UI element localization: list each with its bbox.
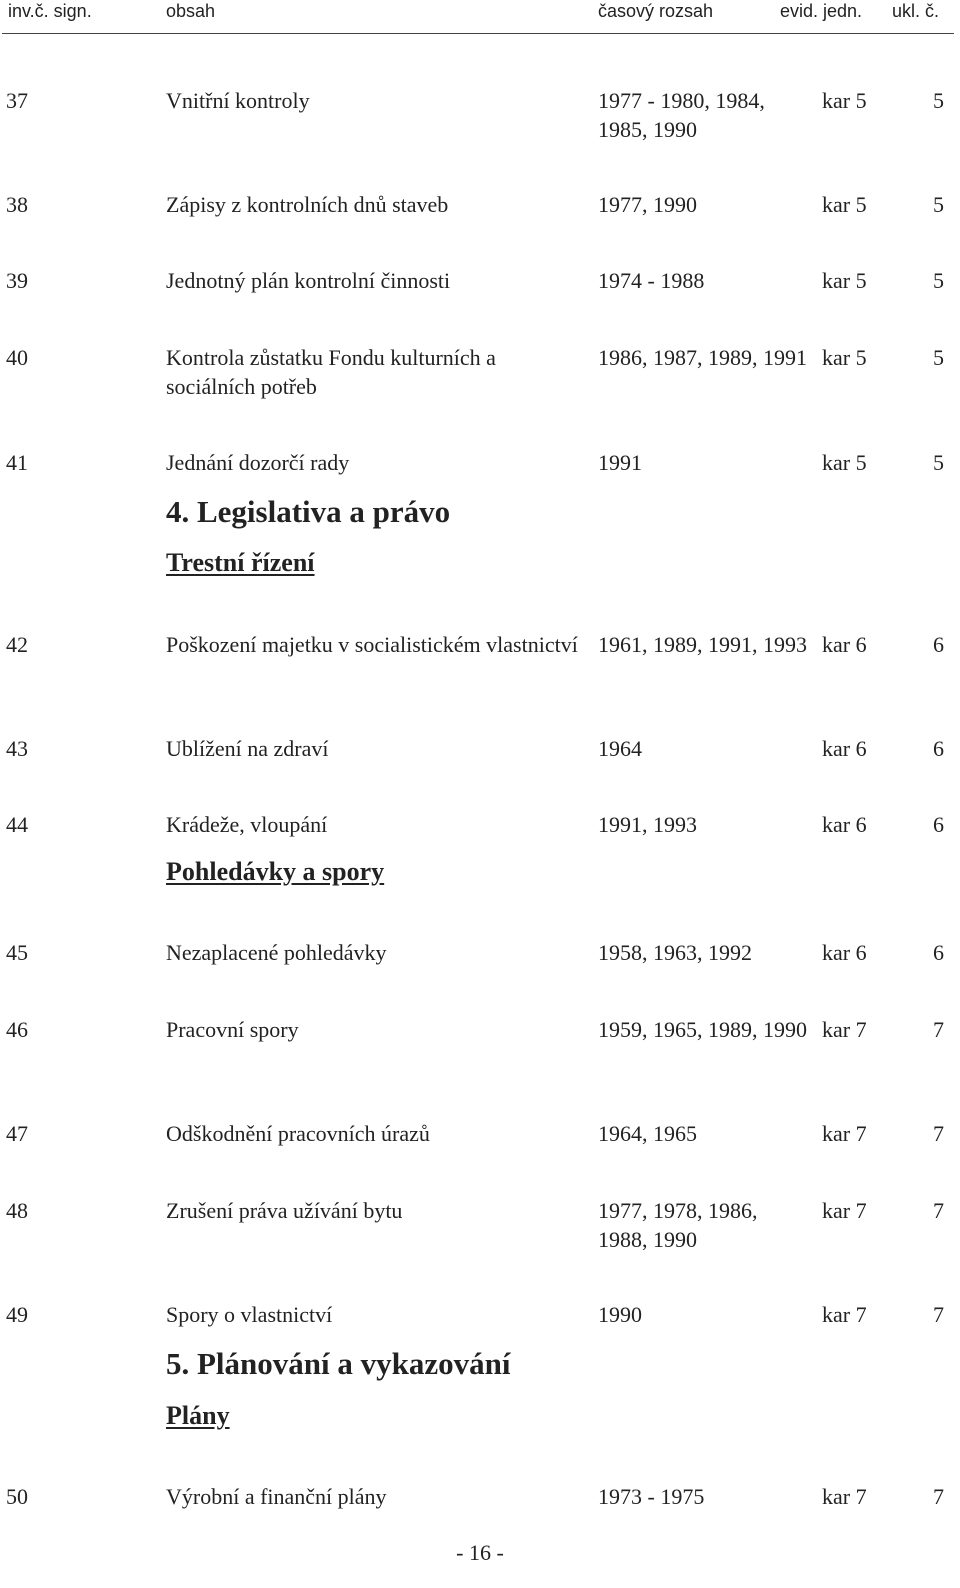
storage-number: 7 [933, 1302, 944, 1327]
time-range: 1977, 1978, 1986, 1988, 1990 [598, 1198, 758, 1252]
time-range: 1958, 1963, 1992 [598, 940, 752, 965]
evidence-unit: kar 6 [822, 632, 867, 657]
storage-number: 7 [933, 1198, 944, 1223]
time-range: 1977, 1990 [598, 192, 697, 217]
content-text: Zápisy z kontrolních dnů staveb [166, 192, 449, 217]
subsection-heading-plans: Plány [166, 1401, 230, 1430]
time-range: 1959, 1965, 1989, 1990 [598, 1017, 807, 1042]
content-text: Vnitřní kontroly [166, 88, 310, 113]
evidence-unit: kar 5 [822, 192, 867, 217]
evidence-unit: kar 5 [822, 88, 867, 113]
evidence-unit: kar 7 [822, 1121, 867, 1146]
content-text: Nezaplacené pohledávky [166, 940, 387, 965]
content-text: Spory o vlastnictví [166, 1302, 333, 1327]
evidence-unit: kar 5 [822, 345, 867, 370]
content-text: Ublížení na zdraví [166, 736, 329, 761]
content-text: Krádeže, vloupání [166, 812, 328, 837]
section-heading-legislation: 4. Legislativa a právo [166, 494, 451, 529]
storage-number: 5 [933, 268, 944, 293]
inventory-number: 48 [6, 1198, 28, 1223]
inventory-number: 39 [6, 268, 28, 293]
header-inv-sign: inv.č. sign. [8, 1, 92, 21]
time-range: 1961, 1989, 1991, 1993 [598, 632, 807, 657]
header-evid-unit: evid. jedn. [780, 1, 863, 21]
storage-number: 5 [933, 88, 944, 113]
storage-number: 6 [933, 812, 944, 837]
table-header [0, 0, 960, 36]
inventory-number: 45 [6, 940, 28, 965]
time-range: 1986, 1987, 1989, 1991 [598, 345, 807, 370]
content-text: Jednání dozorčí rady [166, 450, 350, 475]
header-storage-no: ukl. č. [892, 1, 940, 21]
storage-number: 6 [933, 736, 944, 761]
content-text: Výrobní a finanční plány [166, 1484, 387, 1509]
section-heading-planning: 5. Plánování a vykazování [166, 1346, 511, 1381]
header-time-range: časový rozsah [598, 1, 714, 21]
storage-number: 7 [933, 1017, 944, 1042]
time-range: 1991, 1993 [598, 812, 697, 837]
storage-number: 5 [933, 192, 944, 217]
content-text: Pracovní spory [166, 1017, 299, 1042]
header-content: obsah [166, 1, 216, 21]
inventory-number: 38 [6, 192, 28, 217]
storage-number: 7 [933, 1121, 944, 1146]
evidence-unit: kar 7 [822, 1198, 867, 1223]
time-range: 1974 - 1988 [598, 268, 705, 293]
time-range: 1991 [598, 450, 642, 475]
evidence-unit: kar 5 [822, 450, 867, 475]
storage-number: 7 [933, 1484, 944, 1509]
inventory-number: 46 [6, 1017, 28, 1042]
evidence-unit: kar 6 [822, 736, 867, 761]
time-range: 1964 [598, 736, 642, 761]
evidence-unit: kar 7 [822, 1302, 867, 1327]
content-text: Kontrola zůstatku Fondu kulturních a sociálních potřeb [166, 345, 496, 399]
evidence-unit: kar 5 [822, 268, 867, 293]
content-text: Zrušení práva užívání bytu [166, 1198, 403, 1223]
time-range: 1990 [598, 1302, 642, 1327]
header-divider [2, 33, 954, 34]
storage-number: 6 [933, 940, 944, 965]
inventory-number: 41 [6, 450, 28, 475]
inventory-number: 43 [6, 736, 28, 761]
content-text: Jednotný plán kontrolní činnosti [166, 268, 451, 293]
evidence-unit: kar 6 [822, 940, 867, 965]
subsection-heading-claims-disputes: Pohledávky a spory [166, 857, 385, 886]
page-number: - 16 - [456, 1540, 504, 1565]
content-text: Odškodnění pracovních úrazů [166, 1121, 430, 1146]
inventory-number: 44 [6, 812, 28, 837]
time-range: 1977 - 1980, 1984, 1985, 1990 [598, 88, 765, 142]
evidence-unit: kar 7 [822, 1484, 867, 1509]
content-text: Poškození majetku v socialistickém vlastnictví [166, 632, 578, 657]
evidence-unit: kar 7 [822, 1017, 867, 1042]
inventory-number: 42 [6, 632, 28, 657]
inventory-number: 37 [6, 88, 28, 113]
evidence-unit: kar 6 [822, 812, 867, 837]
inventory-number: 40 [6, 345, 28, 370]
time-range: 1973 - 1975 [598, 1484, 705, 1509]
inventory-number: 47 [6, 1121, 28, 1146]
storage-number: 5 [933, 450, 944, 475]
storage-number: 5 [933, 345, 944, 370]
inventory-number: 49 [6, 1302, 28, 1327]
time-range: 1964, 1965 [598, 1121, 697, 1146]
subsection-heading-criminal-proceedings: Trestní řízení [166, 548, 315, 577]
storage-number: 6 [933, 632, 944, 657]
inventory-number: 50 [6, 1484, 28, 1509]
